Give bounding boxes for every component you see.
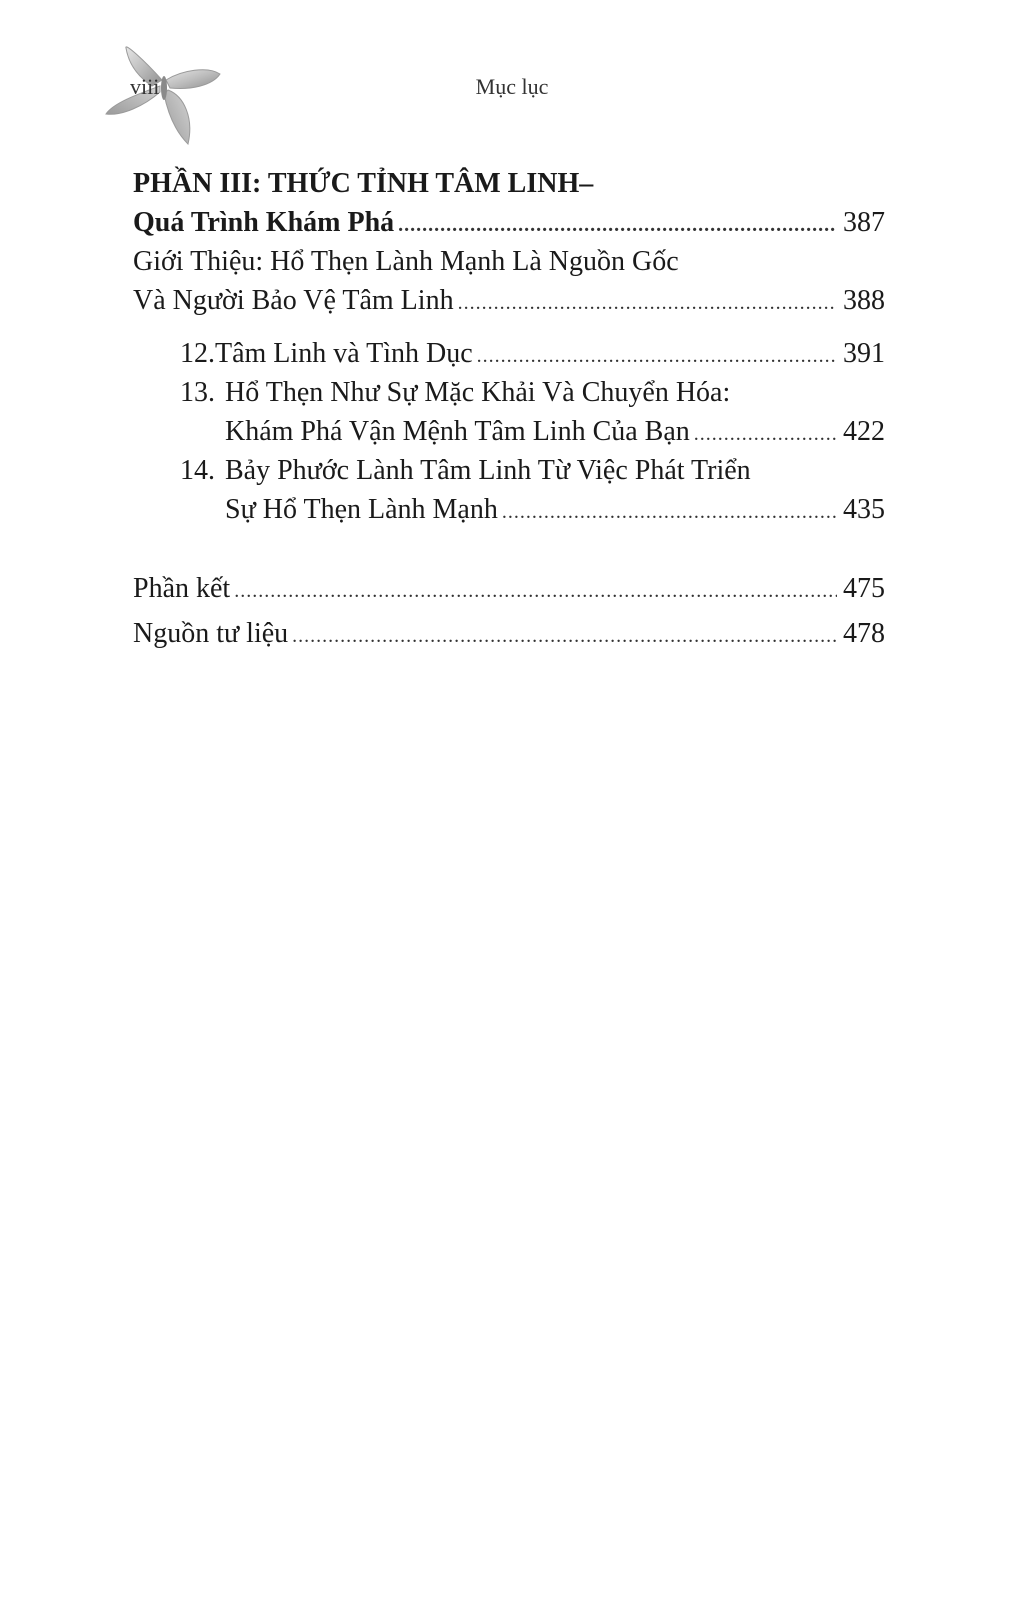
dot-leader xyxy=(234,572,837,611)
page-ref: 387 xyxy=(843,207,885,238)
intro-title-line1: Giới Thiệu: Hổ Thẹn Lành Mạnh Là Nguồn Gốc xyxy=(133,246,679,277)
chapter-title-cont: Sự Hổ Thẹn Lành Mạnh xyxy=(225,494,498,525)
toc-part-title xyxy=(133,164,885,203)
toc-entry-intro xyxy=(133,281,885,320)
chapter-title: Tâm Linh và Tình Dục xyxy=(215,338,473,369)
dot-leader xyxy=(292,617,837,656)
page-ref: 388 xyxy=(843,285,885,316)
dot-leader xyxy=(502,493,837,532)
dot-leader xyxy=(694,415,837,454)
running-title: Mục lục xyxy=(475,74,549,99)
toc-entry-epilogue xyxy=(133,569,885,608)
page-header xyxy=(0,0,1024,160)
toc-chapter-13-line1 xyxy=(180,373,885,412)
chapter-title-cont: Khám Phá Vận Mệnh Tâm Linh Của Bạn xyxy=(225,416,690,447)
toc-entry-sources xyxy=(133,614,885,653)
page-ref: 475 xyxy=(843,573,885,604)
chapter-title: Hổ Thẹn Như Sự Mặc Khải Và Chuyển Hóa: xyxy=(225,377,731,408)
table-of-contents xyxy=(133,164,885,653)
page-ref: 478 xyxy=(843,618,885,649)
chapter-title: Bảy Phước Lành Tâm Linh Từ Việc Phát Triển xyxy=(225,455,751,486)
page-ref: 422 xyxy=(843,416,885,447)
page-ref: 391 xyxy=(843,338,885,369)
toc-intro-line1 xyxy=(133,242,885,281)
dot-leader xyxy=(398,206,837,245)
toc-entry-chapter-12 xyxy=(180,334,885,373)
backmatter-title: Phần kết xyxy=(133,573,231,604)
toc-chapter-14-line1 xyxy=(180,451,885,490)
toc-entry-chapter-14 xyxy=(225,490,885,529)
toc-entry-chapter-13 xyxy=(225,412,885,451)
part-title-line2: Quá Trình Khám Phá xyxy=(133,207,395,238)
page-ref: 435 xyxy=(843,494,885,525)
dot-leader xyxy=(477,337,837,376)
page-number: viii xyxy=(130,74,160,99)
chapter-number: 12. xyxy=(180,338,215,369)
chapter-number: 14. xyxy=(180,455,215,486)
dot-leader xyxy=(458,284,837,323)
part-title-line1: PHẦN III: THỨC TỈNH TÂM LINH– xyxy=(133,168,594,199)
backmatter-title: Nguồn tư liệu xyxy=(133,618,289,649)
chapter-number: 13. xyxy=(180,377,215,408)
intro-title-line2: Và Người Bảo Vệ Tâm Linh xyxy=(133,285,454,316)
toc-entry-part xyxy=(133,203,885,242)
